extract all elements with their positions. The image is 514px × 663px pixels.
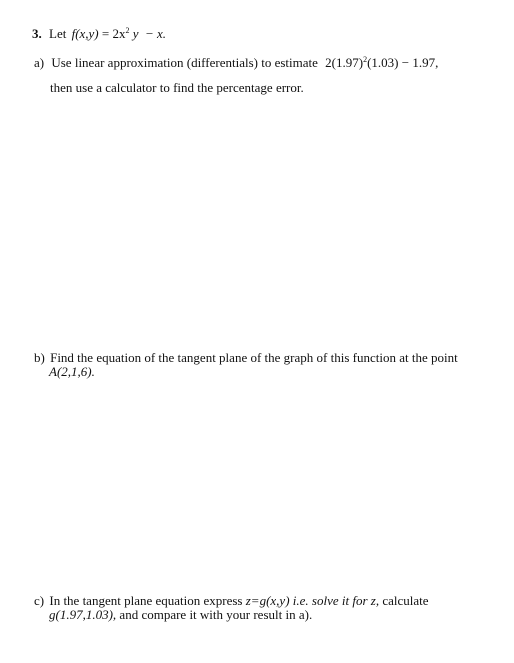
- part-a-expression-tail: (1.03) − 1.97,: [367, 55, 439, 70]
- function-equals: = 2x: [101, 26, 126, 41]
- part-c-evaluation-point: g(1.97,1.03),: [49, 607, 117, 622]
- problem-intro: Let: [49, 26, 67, 41]
- problem-header: [32, 27, 166, 40]
- part-c-text-c: calculate: [382, 593, 429, 608]
- part-b-line-1: [34, 351, 458, 364]
- part-a-label: a): [34, 55, 45, 70]
- part-a-expression-base: 2(1.97): [325, 55, 364, 70]
- part-c-text-d: and compare it with your result in a).: [119, 607, 313, 622]
- part-c-text-a: In the tangent plane equation express: [49, 593, 243, 608]
- part-c-text-b: z=g(x,y) i.e. solve it for z,: [245, 593, 380, 608]
- function-label: f(x,y): [71, 26, 99, 41]
- part-a-expression-exponent: 2: [363, 55, 368, 64]
- part-a-line-2: [50, 81, 304, 94]
- part-a-text: Use linear approximation (differentials) to estimate: [51, 55, 318, 70]
- part-c-line-2: [49, 608, 312, 621]
- function-tail: y − x.: [132, 26, 167, 41]
- part-b-line-2: [49, 365, 95, 378]
- part-c-line-1: [34, 594, 429, 607]
- part-b-text: Find the equation of the tangent plane of the graph of this function at the point: [50, 350, 458, 365]
- part-a-text-continued: then use a calculator to find the percentage error.: [50, 80, 304, 95]
- part-b-label: b): [34, 350, 45, 365]
- part-c-label: c): [34, 593, 45, 608]
- part-a-line-1: [34, 56, 438, 69]
- function-exponent: 2: [125, 26, 130, 35]
- part-b-point: A(2,1,6).: [49, 364, 95, 379]
- problem-number: 3.: [32, 26, 42, 41]
